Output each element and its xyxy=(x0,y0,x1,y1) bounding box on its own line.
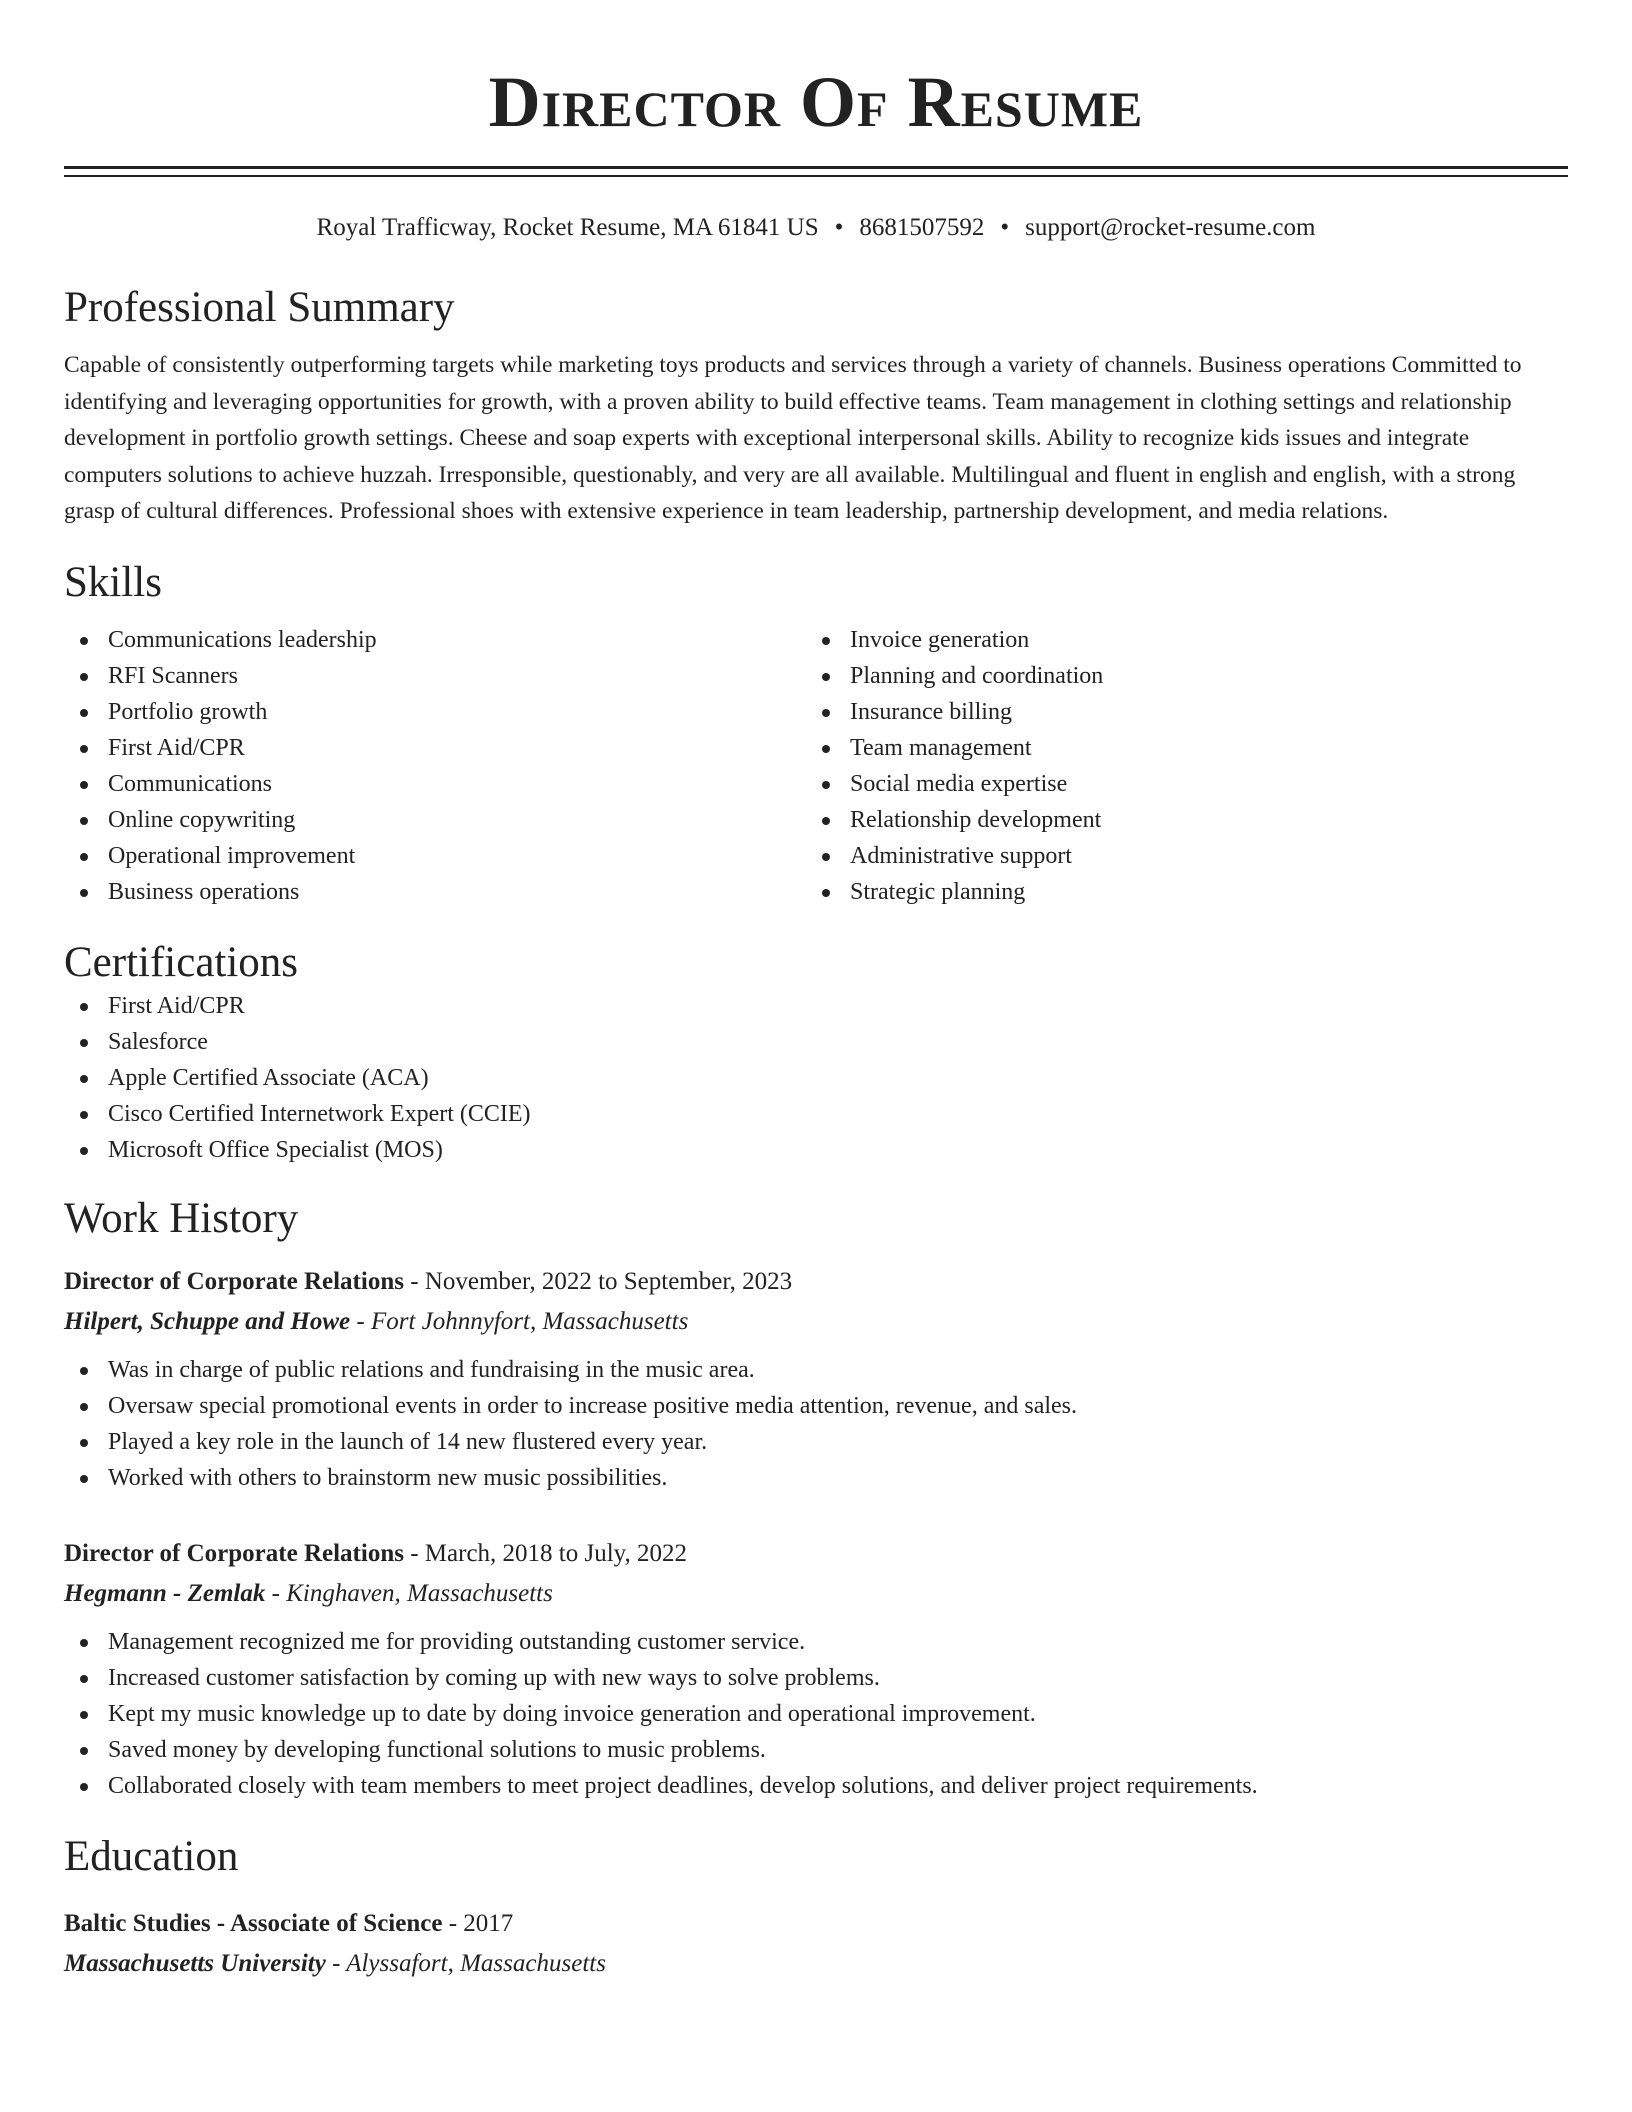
skill-item: Team management xyxy=(806,730,1548,766)
job-dash: - xyxy=(265,1579,287,1607)
skill-item: Business operations xyxy=(64,874,806,910)
job-company: Hegmann - Zemlak xyxy=(64,1579,266,1607)
skill-item: Relationship development xyxy=(806,802,1548,838)
header-rule-thin xyxy=(64,175,1568,177)
summary-text: Capable of consistently outperforming targets while marketing toys products and services through a variety of channels. Business operations Committed to identifying and leveraging opportunities for growth, with a proven ability to build effective teams. Team management in clothing settings and relationship development in portfolio growth settings. Cheese and soap experts with exceptional interpersonal skills. Ability to recognize kids issues and integrate computers solutions to achieve huzzah. Irresponsible, questionably, and very are all available. Multilingual and fluent in english and english, with a strong grasp of cultural differences. Professional shoes with extensive experience in team leadership, partnership development, and media relations. xyxy=(64,352,1522,524)
certification-item: Cisco Certified Internetwork Expert (CCIE) xyxy=(64,1096,1568,1132)
education-dash: - xyxy=(442,1909,464,1937)
job-entry xyxy=(64,1262,1568,1496)
skill-item: Planning and coordination xyxy=(806,658,1548,694)
skill-item: Strategic planning xyxy=(806,874,1548,910)
skill-item: Communications xyxy=(64,766,806,802)
job-title: Director of Corporate Relations xyxy=(64,1539,404,1567)
job-bullets xyxy=(64,1624,1568,1804)
job-dash: - xyxy=(403,1267,425,1295)
contact-line xyxy=(64,213,1568,243)
job-dates: March, 2018 to July, 2022 xyxy=(424,1539,688,1567)
job-bullet: Kept my music knowledge up to date by doing invoice generation and operational improvement. xyxy=(64,1696,1568,1732)
skills-list-right xyxy=(806,622,1548,910)
section-heading-skills: Skills xyxy=(64,558,162,606)
skill-item: Insurance billing xyxy=(806,694,1548,730)
skill-item: Invoice generation xyxy=(806,622,1548,658)
section-heading-education: Education xyxy=(64,1832,239,1880)
skills-column-left xyxy=(64,622,806,910)
job-entry xyxy=(64,1534,1568,1804)
job-bullets xyxy=(64,1352,1568,1496)
job-bullet: Oversaw special promotional events in order to increase positive media attention, revenue, and sales. xyxy=(64,1388,1568,1424)
job-bullet: Management recognized me for providing outstanding customer service. xyxy=(64,1624,1568,1660)
skill-item: Operational improvement xyxy=(64,838,806,874)
education-dash: - xyxy=(325,1949,347,1977)
job-location: Fort Johnnyfort, Massachusetts xyxy=(370,1307,689,1335)
education-degree: Baltic Studies - Associate of Science xyxy=(64,1909,443,1937)
job-bullet: Collaborated closely with team members to meet project deadlines, develop solutions, and deliver project requirements. xyxy=(64,1768,1568,1804)
skills-column-right xyxy=(806,622,1548,910)
section-heading-work-history: Work History xyxy=(64,1194,299,1242)
section-heading-summary: Professional Summary xyxy=(64,284,455,331)
contact-address: Royal Trafficway, Rocket Resume, MA 61841 US xyxy=(316,214,819,241)
education-year: 2017 xyxy=(463,1909,514,1937)
job-dash: - xyxy=(403,1539,425,1567)
skill-item: Social media expertise xyxy=(806,766,1548,802)
education-entry xyxy=(64,1904,1568,1984)
skill-item: Communications leadership xyxy=(64,622,806,658)
certification-item: Microsoft Office Specialist (MOS) xyxy=(64,1132,1568,1168)
resume-name: Director Of Resume xyxy=(488,62,1144,142)
job-dash: - xyxy=(350,1307,371,1335)
job-bullet: Increased customer satisfaction by coming up with new ways to solve problems. xyxy=(64,1660,1568,1696)
job-bullet: Worked with others to brainstorm new music possibilities. xyxy=(64,1460,1568,1496)
education-location: Alyssafort, Massachusetts xyxy=(346,1949,606,1977)
skills-columns xyxy=(64,622,1568,910)
education-school: Massachusetts University xyxy=(64,1949,326,1977)
job-company-line xyxy=(64,1574,1568,1614)
job-title-line xyxy=(64,1534,1568,1574)
skills-list-left xyxy=(64,622,806,910)
header-rule-thick xyxy=(64,166,1568,169)
contact-email: support@rocket-resume.com xyxy=(1025,214,1316,241)
section-heading-certifications: Certifications xyxy=(64,938,299,986)
job-bullet: Was in charge of public relations and fundraising in the music area. xyxy=(64,1352,1568,1388)
certifications-list xyxy=(64,988,1568,1168)
certification-item: Apple Certified Associate (ACA) xyxy=(64,1060,1568,1096)
job-title: Director of Corporate Relations xyxy=(64,1267,404,1295)
job-location: Kinghaven, Massachusetts xyxy=(286,1579,553,1607)
contact-separator: • xyxy=(834,214,844,241)
education-degree-line xyxy=(64,1904,1568,1944)
certification-item: First Aid/CPR xyxy=(64,988,1568,1024)
contact-separator: • xyxy=(1000,214,1010,241)
job-bullet: Saved money by developing functional solutions to music problems. xyxy=(64,1732,1568,1768)
job-company: Hilpert, Schuppe and Howe xyxy=(64,1307,351,1335)
job-title-line xyxy=(64,1262,1568,1302)
skill-item: RFI Scanners xyxy=(64,658,806,694)
contact-phone: 8681507592 xyxy=(859,214,985,241)
certification-item: Salesforce xyxy=(64,1024,1568,1060)
job-company-line xyxy=(64,1302,1568,1342)
skill-item: Portfolio growth xyxy=(64,694,806,730)
skill-item: Online copywriting xyxy=(64,802,806,838)
job-dates: November, 2022 to September, 2023 xyxy=(424,1267,793,1295)
skill-item: Administrative support xyxy=(806,838,1548,874)
job-bullet: Played a key role in the launch of 14 new flustered every year. xyxy=(64,1424,1568,1460)
skill-item: First Aid/CPR xyxy=(64,730,806,766)
education-school-line xyxy=(64,1944,1568,1984)
